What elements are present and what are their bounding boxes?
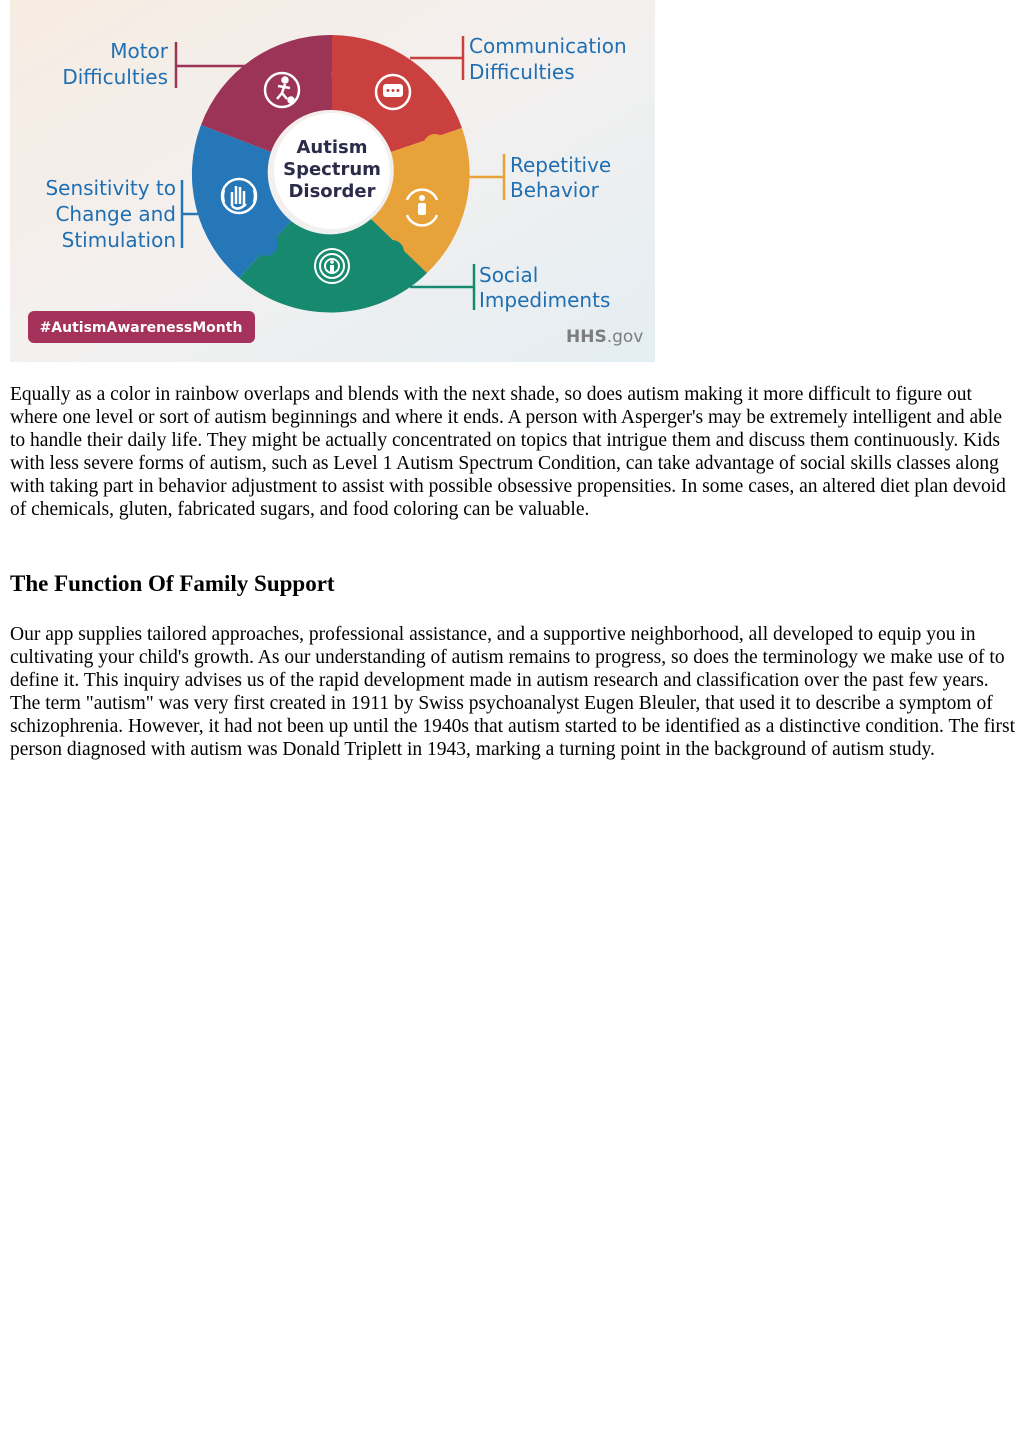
section-heading: The Function Of Family Support <box>10 571 335 596</box>
source-suffix: .gov <box>606 327 644 347</box>
puzzle-knob <box>236 118 260 142</box>
puzzle-knob <box>331 62 355 86</box>
source-brand: HHS <box>566 327 607 347</box>
label-repetitive-line-1: Repetitive <box>510 153 612 177</box>
label-motor-line-2: Difficulties <box>62 65 168 89</box>
label-repetitive-line-2: Behavior <box>510 178 599 202</box>
article-paragraph-1: Equally as a color in rainbow overlaps and blends with the next shade, so does autism making it more difficult to figure out where one level or sort of autism beginnings and where it ends. A person with Asperger's may be extremely intelligent and able to handle their daily life. They might be actually concentrated on topics that intrigue them and discuss them continuously. Kids with less severe forms of autism, such as Level 1 Autism Spectrum Condition, can take advantage of social skills classes along with taking part in behavior adjustment to assist with possible obsessive propensities. In some cases, an altered diet plan devoid of chemicals, gluten, fabricated sugars, and food coloring can be valuable. <box>10 384 1006 520</box>
puzzle-knob <box>254 232 278 256</box>
label-social-line-1: Social <box>479 263 539 287</box>
label-sensitivity-line-1: Sensitivity to <box>45 176 176 200</box>
label-communication-line-1: Communication <box>469 34 627 58</box>
label-sensitivity-line-3: Stimulation <box>61 228 176 252</box>
source-logo <box>566 327 643 347</box>
label-social-line-2: Impediments <box>479 288 611 312</box>
infographic-svg <box>10 0 655 362</box>
label-sensitivity-line-2: Change and <box>55 202 176 226</box>
puzzle-knob <box>380 240 404 264</box>
center-line-2: Spectrum <box>283 159 381 180</box>
article-paragraph-2: Our app supplies tailored approaches, professional assistance, and a supportive neighborhood, all developed to equip you in cultivating your child's growth. As our understanding of autism remains to progress, so does the terminology we make use of to define it. This inquiry advises us of the rapid development made in autism research and classification over the past few years. The term "autism" was very first created in 1911 by Swiss psychoanalyst Eugen Bleuler, that used it to describe a symptom of schizophrenia. However, it had not been up until the 1940s that autism started to be identified as a distinctive condition. The first person diagnosed with autism was Donald Triplett in 1943, marking a turning point in the background of autism study. <box>10 624 1016 760</box>
hashtag-text: #AutismAwarenessMonth <box>39 320 243 336</box>
puzzle-knob <box>423 134 447 158</box>
label-communication-line-2: Difficulties <box>469 60 575 84</box>
person-target-icon <box>315 249 349 283</box>
center-line-1: Autism <box>296 137 368 158</box>
autism-infographic <box>10 0 655 362</box>
center-line-3: Disorder <box>288 181 376 202</box>
label-motor-line-1: Motor <box>110 39 168 63</box>
